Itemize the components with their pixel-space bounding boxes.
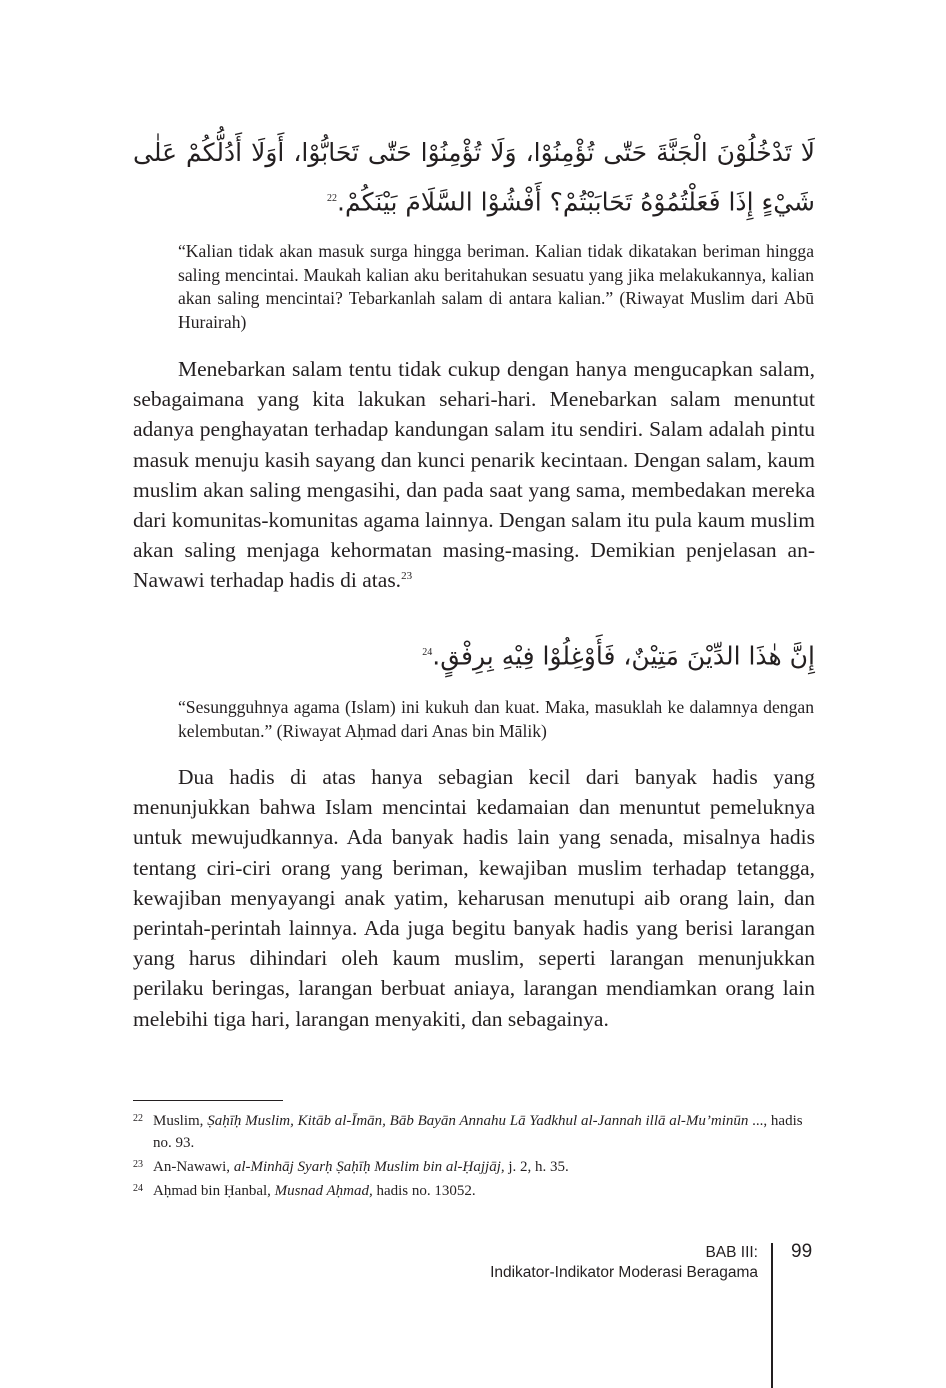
footnote-detail: j. 2, h. 35.	[504, 1159, 569, 1175]
page-number: 99	[791, 1241, 813, 1262]
chapter-title: Indikator-Indikator Moderasi Beragama	[490, 1264, 758, 1281]
paragraph-1	[133, 354, 815, 596]
footnote-number: 24	[133, 1183, 143, 1194]
footnote-number: 22	[133, 1113, 143, 1124]
hadith-2-translation: “Sesungguhnya agama (Islam) ini kukuh dan kuat. Maka, masuklah ke dalamnya dengan kelembutan.” (Riwayat Aḥmad dari Anas bin Mālik)	[178, 697, 814, 741]
footnote-body	[153, 1110, 813, 1154]
paragraph-2: Dua hadis di atas hanya sebagian kecil dari banyak hadis yang menunjukkan bahwa Islam mencintai kedamaian dan menuntut pemeluknya untuk mewujudkannya. Ada banyak hadis lain yang senada, misalnya hadis tentang ciri-ciri orang yang beriman, kewajiban muslim terhadap tetangga, kewajiban menyayangi anak yatim, keharusan menutupi aib orang lain, dan perintah-perintah lainnya. Ada juga begitu banyak hadis yang berisi larangan yang harus dihindari oleh kaum muslim, seperti larangan menunjukkan perilaku beringas, larangan berbuat aniaya, larangan mendiamkan orang lain melebihi tiga hari, larangan menyakiti, dan sebagainya.	[133, 765, 815, 1031]
footer-divider	[771, 1243, 773, 1388]
footnote-ref-22[interactable]: 22	[327, 193, 338, 204]
hadith-1-arabic-text: لَا تَدْخُلُوْنَ الْجَنَّةَ حَتّٰى تُؤْمِنُوْا، وَلَا تُؤْمِنُوْا حَتّٰى تَحَابُّوْا، أَوَلَا أَدُلُّكُمْ عَلٰى شَيْءٍ إِذَا فَعَلْتُمُوْهُ تَحَابَبْتُمْ؟ أَفْشُوْا السَّلَامَ بَيْنَكُمْ.	[133, 138, 815, 217]
footnote-22	[133, 1110, 815, 1154]
footnote-body	[153, 1156, 813, 1178]
footnote-24	[133, 1180, 815, 1202]
footnote-author: Aḥmad bin Ḥanbal,	[153, 1183, 275, 1199]
hadith-1-translation: “Kalian tidak akan masuk surga hingga beriman. Kalian tidak dikatakan beriman hingga saling mencintai. Maukah kalian aku beritahukan sesuatu yang jika melakukannya, kalian akan saling mencintai? Tebarkanlah salam di antara kalian.” (Riwayat Muslim dari Abū Hurairah)	[178, 241, 814, 332]
footnote-title: al-Minhāj Syarḥ Ṣaḥīḥ Muslim bin al-Ḥajjāj,	[233, 1159, 505, 1175]
footnote-separator	[133, 1100, 283, 1101]
hadith-1-arabic	[133, 130, 815, 225]
footnote-author: An-Nawawi,	[153, 1159, 234, 1175]
paragraph-1-text: Menebarkan salam tentu tidak cukup dengan hanya mengucapkan salam, sebagaimana yang kita lakukan sehari-hari. Menebarkan salam menuntut adanya penghayatan terhadap kandungan salam itu sendiri. Salam adalah pintu masuk menuju kasih sayang dan kunci penarik kecintaan. Dengan salam, kaum muslim akan saling mengasihi, dan pada saat yang sama, membedakan mereka dari komunitas-komunitas agama lainnya. Dengan salam itu pula kaum muslim akan saling menjaga kehormatan masing-masing. Demikian penjelasan an-Nawawi terhadap hadis di atas.	[133, 357, 815, 593]
chapter-label: BAB III:	[705, 1244, 758, 1261]
footnote-number: 23	[133, 1159, 143, 1170]
hadith-2-arabic-text: إِنَّ هٰذَا الدِّيْنَ مَتِيْنٌ، فَأَوْغِلُوْا فِيْهِ بِرِفْقٍ.	[432, 641, 815, 671]
footnote-detail: ..., hadis no. 93.	[153, 1113, 803, 1151]
hadith-2-arabic	[133, 630, 815, 679]
footnote-author: Muslim,	[153, 1113, 208, 1129]
footnote-title: Ṣaḥīḥ Muslim, Kitāb al-Īmān, Bāb Bayān Annahu Lā Yadkhul al-Jannah illā al-Mu’minūn	[207, 1113, 749, 1129]
footnote-ref-23[interactable]: 23	[401, 570, 413, 583]
footnote-23	[133, 1156, 815, 1178]
footnote-detail: hadis no. 13052.	[372, 1183, 476, 1199]
footnote-ref-24[interactable]: 24	[422, 647, 433, 658]
running-footer	[490, 1243, 758, 1283]
footnote-body	[153, 1180, 813, 1202]
footnote-title: Musnad Aḥmad,	[274, 1183, 373, 1199]
